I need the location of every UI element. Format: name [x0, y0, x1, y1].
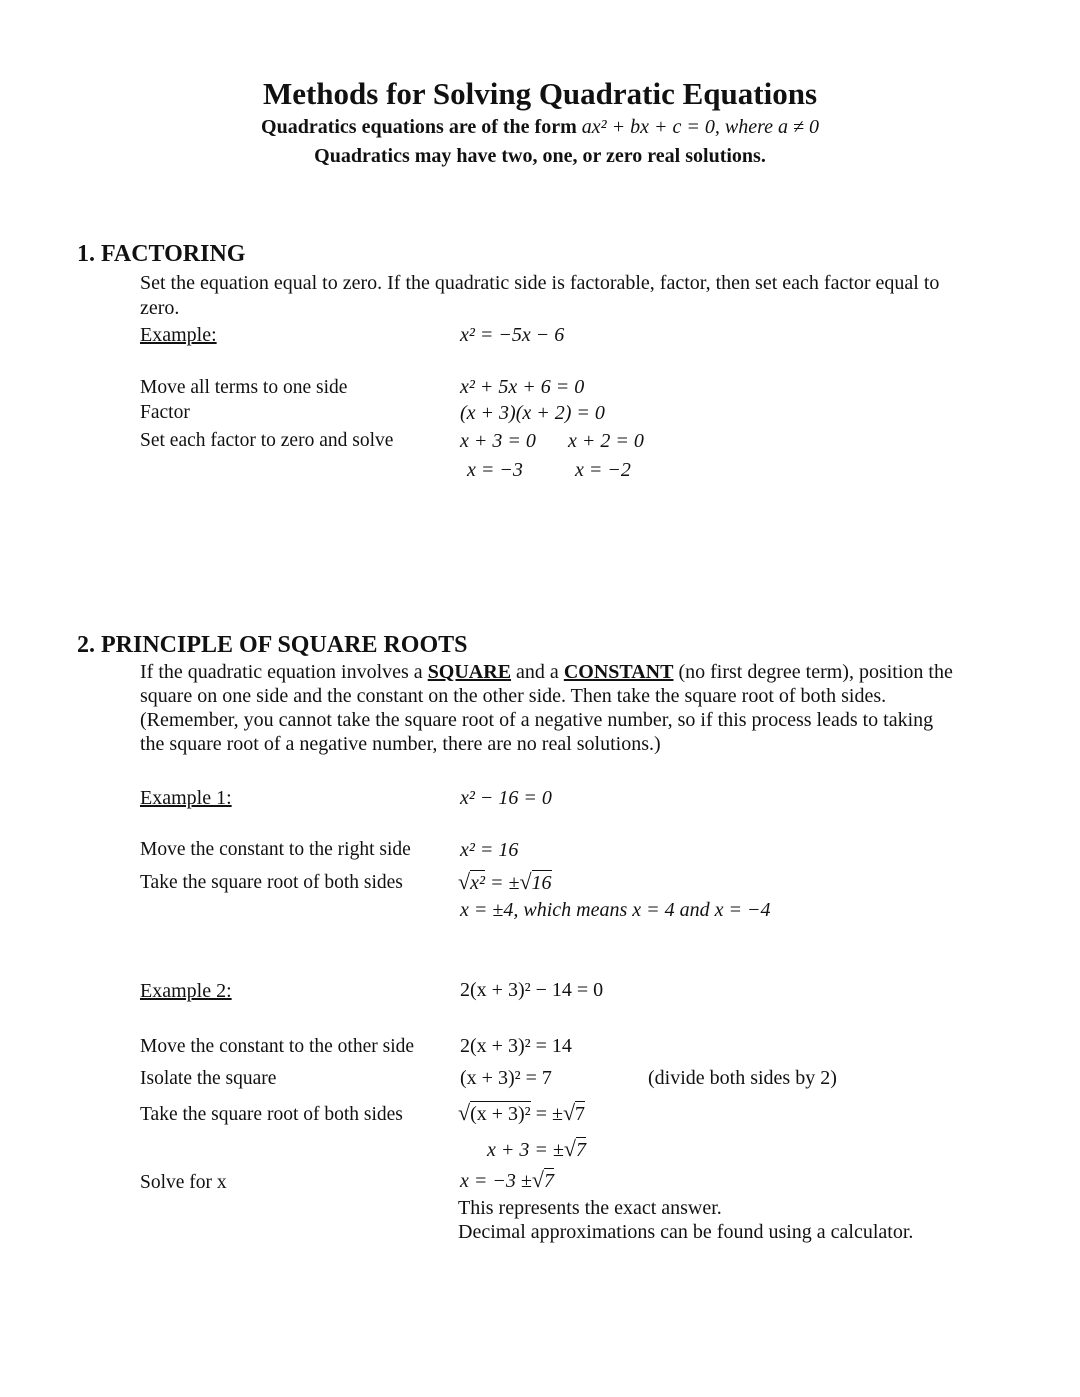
- factoring-step-equation: x² + 5x + 6 = 0: [460, 376, 585, 398]
- factoring-example-label: Example:: [140, 324, 217, 346]
- factoring-step-equation: x + 2 = 0: [568, 430, 644, 452]
- factoring-step-label: Set each factor to zero and solve: [140, 430, 394, 451]
- factoring-step-label: Move all terms to one side: [140, 377, 348, 398]
- radical: [532, 1167, 554, 1193]
- example1-equation: x² − 16 = 0: [460, 787, 552, 809]
- keyword-square: SQUARE: [427, 661, 512, 683]
- example2-equation: 2(x + 3)² − 14 = 0: [460, 979, 604, 1001]
- factoring-step-equation: (x + 3)(x + 2) = 0: [460, 402, 605, 424]
- keyword-constant: CONSTANT: [563, 661, 674, 683]
- equation-text: x = −3 ±: [460, 1170, 532, 1192]
- radical: [563, 1100, 585, 1126]
- factoring-example-equation: x² = −5x − 6: [460, 324, 565, 346]
- square-roots-description-line4: the square root of a negative number, there are no real solutions.): [140, 733, 661, 755]
- radical: [519, 869, 551, 895]
- radicand: 7: [575, 1139, 586, 1161]
- subtitle-text: Quadratics equations are of the form: [261, 116, 577, 138]
- subtitle-form: [0, 116, 1080, 139]
- example2-step-equation: [487, 1136, 586, 1162]
- subtitle-solutions: Quadratics may have two, one, or zero real solutions.: [314, 145, 766, 167]
- sqrt-symbol: √: [563, 1136, 576, 1161]
- example1-label: Example 1:: [140, 787, 232, 809]
- example2-sqrt-equation: [458, 1100, 585, 1126]
- example1-result: x = ±4, which means x = 4 and x = −4: [460, 899, 771, 921]
- section-factoring-heading: 1. FACTORING: [77, 241, 246, 267]
- example2-step-label: Isolate the square: [140, 1068, 277, 1089]
- factoring-step-label: Factor: [140, 402, 190, 423]
- factoring-description-line2: zero.: [140, 297, 180, 319]
- sqrt-symbol: √: [458, 1100, 471, 1125]
- desc-text: (no first degree term), position the: [678, 661, 953, 683]
- radicand: 7: [543, 1170, 554, 1192]
- radicand: (x + 3)²: [470, 1103, 531, 1125]
- sqrt-symbol: √: [562, 1100, 576, 1125]
- factoring-description-line1: Set the equation equal to zero. If the quadratic side is factorable, factor, then set each factor equal to: [140, 272, 940, 294]
- radical: [458, 869, 485, 895]
- square-roots-description-line2: square on one side and the constant on the other side. Then take the square root of both sides.: [140, 685, 887, 707]
- example2-step-note: (divide both sides by 2): [648, 1067, 837, 1089]
- radicand: 7: [575, 1103, 586, 1125]
- example1-step-equation: x² = 16: [460, 839, 519, 861]
- desc-text: and a: [516, 661, 559, 683]
- example2-note-decimal: Decimal approximations can be found using a calculator.: [458, 1221, 914, 1243]
- square-roots-description-line3: (Remember, you cannot take the square root of a negative number, so if this process leads to taking: [140, 709, 934, 731]
- equals-plus-minus: = ±: [535, 1103, 563, 1125]
- radicand: x²: [470, 872, 485, 894]
- sqrt-symbol: √: [519, 869, 532, 894]
- equals-plus-minus: = ±: [489, 872, 520, 894]
- page-title: Methods for Solving Quadratic Equations: [262, 76, 818, 111]
- radicand: 16: [531, 872, 552, 894]
- example2-solve-equation: [460, 1167, 554, 1193]
- example1-step-label: Move the constant to the right side: [140, 839, 411, 860]
- factoring-step-equation: x + 3 = 0: [460, 430, 536, 452]
- factoring-solution: x = −2: [575, 459, 631, 481]
- sqrt-symbol: √: [458, 869, 471, 894]
- equation-text: x + 3 = ±: [487, 1139, 564, 1161]
- example2-solve-label: Solve for x: [140, 1172, 227, 1193]
- factoring-solution: x = −3: [467, 459, 523, 481]
- example2-step-label: Take the square root of both sides: [140, 1104, 403, 1125]
- example1-sqrt-equation: [458, 869, 552, 895]
- desc-text: If the quadratic equation involves a: [140, 661, 423, 683]
- radical: [564, 1136, 586, 1162]
- radical: [458, 1100, 531, 1126]
- square-roots-description-line1: [140, 661, 953, 684]
- example2-step-label: Move the constant to the other side: [140, 1036, 415, 1057]
- sqrt-symbol: √: [531, 1167, 544, 1192]
- example2-step-equation: 2(x + 3)² = 14: [460, 1035, 572, 1057]
- example2-label: Example 2:: [140, 980, 232, 1002]
- example1-step-label: Take the square root of both sides: [140, 872, 403, 893]
- subtitle-formula: ax² + bx + c = 0, where a ≠ 0: [581, 116, 819, 138]
- example2-note-exact: This represents the exact answer.: [458, 1197, 722, 1219]
- section-square-roots-heading: 2. PRINCIPLE OF SQUARE ROOTS: [77, 632, 468, 658]
- example2-step-equation: (x + 3)² = 7: [460, 1067, 552, 1089]
